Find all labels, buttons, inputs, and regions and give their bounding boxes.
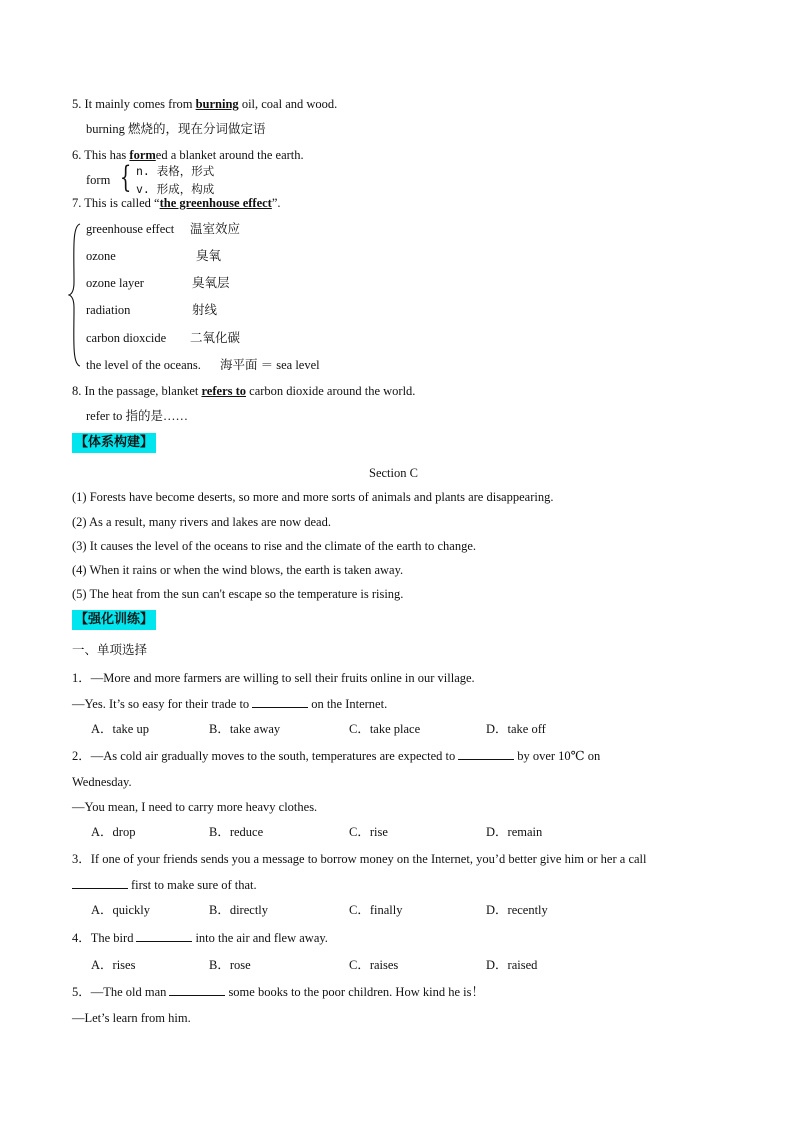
question-2-option: B．reduce xyxy=(209,825,264,839)
question-1-option: A．take up xyxy=(91,722,149,736)
note-5-explanation: burning 燃烧的，现在分词做定语 xyxy=(86,122,266,136)
answer-blank xyxy=(72,877,128,889)
part-title: 一、单项选择 xyxy=(72,643,148,657)
question-5-line2: —Let’s learn from him. xyxy=(72,1011,191,1025)
vocab-item: carbon dioxcide xyxy=(86,331,167,345)
question-1-option: C．take place xyxy=(349,722,421,736)
question-2-option: D．remain xyxy=(486,825,543,839)
system-construction-header: 【体系构建】 xyxy=(72,433,156,453)
question-4-stem: 4．The bird into the air and flew away. xyxy=(72,931,328,945)
question-3-line2: first to make sure of that. xyxy=(72,877,257,893)
large-brace-icon xyxy=(68,222,82,368)
question-3-stem: 3．If one of your friends sends you a message to borrow money on the Internet, you’d better give him or her a call xyxy=(72,852,647,866)
answer-blank xyxy=(169,984,225,996)
section-item: (2) As a result, many rivers and lakes are now dead. xyxy=(72,515,331,529)
question-3-option: A．quickly xyxy=(91,903,151,917)
question-2-line2: Wednesday. xyxy=(72,775,132,789)
section-item: (4) When it rains or when the wind blows, the earth is taken away. xyxy=(72,563,404,577)
vocab-item-zh: 射线 xyxy=(192,303,218,317)
question-1-stem: 1．—More and more farmers are willing to sell their fruits online in our village. xyxy=(72,671,475,685)
key-phrase-refers-to: refers to xyxy=(201,384,247,398)
vocab-item: ozone layer xyxy=(86,276,144,290)
key-word-burning: burning xyxy=(195,97,239,111)
vocab-item-zh: 二氧化碳 xyxy=(190,331,241,345)
section-item: (5) The heat from the sun can't escape so the temperature is rising. xyxy=(72,587,404,601)
section-item: (3) It causes the level of the oceans to rise and the climate of the earth to change. xyxy=(72,539,476,553)
vocab-item: the level of the oceans. xyxy=(86,358,201,372)
note-7: 7. This is called “the greenhouse effect”. xyxy=(72,196,281,210)
vocab-item-zh: 臭氧 xyxy=(196,249,222,263)
question-5-stem: 5．—The old man some books to the poor children. How kind he is！ xyxy=(72,985,484,999)
vocab-item: ozone xyxy=(86,249,116,263)
note-8: 8. In the passage, blanket refers to carbon dioxide around the world. xyxy=(72,384,416,398)
note-6: 6. This has formed a blanket around the earth. xyxy=(72,148,304,162)
note-8-explanation: refer to 指的是…… xyxy=(86,409,189,423)
question-3-option: B．directly xyxy=(209,903,269,917)
vocab-item-zh: 海平面 ＝ sea level xyxy=(220,358,320,372)
small-brace-icon: { xyxy=(119,160,132,195)
vocab-item-zh: 温室效应 xyxy=(190,222,241,236)
question-2-option: A．drop xyxy=(91,825,136,839)
question-3-option: C．finally xyxy=(349,903,403,917)
question-4-option: D．raised xyxy=(486,958,538,972)
answer-blank xyxy=(458,748,514,760)
section-title: Section C xyxy=(369,466,418,480)
question-1-option: B．take away xyxy=(209,722,281,736)
vocab-item: greenhouse effect xyxy=(86,222,175,236)
key-word-form: form xyxy=(129,148,156,162)
answer-blank xyxy=(252,696,308,708)
form-sense-verb: v. 形成，构成 xyxy=(136,182,215,196)
note-5: 5. It mainly comes from burning oil, coal and wood. xyxy=(72,97,338,111)
question-1-option: D．take off xyxy=(486,722,546,736)
answer-blank xyxy=(136,930,192,942)
key-phrase-greenhouse-effect: the greenhouse effect xyxy=(159,196,272,210)
question-2-line3: —You mean, I need to carry more heavy clothes. xyxy=(72,800,318,814)
vocab-item-zh: 臭氧层 xyxy=(192,276,230,290)
form-word: form xyxy=(86,173,111,187)
section-item: (1) Forests have become deserts, so more and more sorts of animals and plants are disappearing. xyxy=(72,490,554,504)
question-1-line2: —Yes. It’s so easy for their trade to on the Internet. xyxy=(72,697,388,711)
question-2-stem: 2．—As cold air gradually moves to the south, temperatures are expected to by over 10℃ on xyxy=(72,749,601,763)
vocab-item: radiation xyxy=(86,303,131,317)
question-2-option: C．rise xyxy=(349,825,388,839)
question-4-option: C．raises xyxy=(349,958,399,972)
question-4-option: B．rose xyxy=(209,958,251,972)
question-4-option: A．rises xyxy=(91,958,136,972)
question-3-option: D．recently xyxy=(486,903,548,917)
practice-header: 【强化训练】 xyxy=(72,610,156,630)
form-sense-noun: n. 表格，形式 xyxy=(136,164,215,178)
